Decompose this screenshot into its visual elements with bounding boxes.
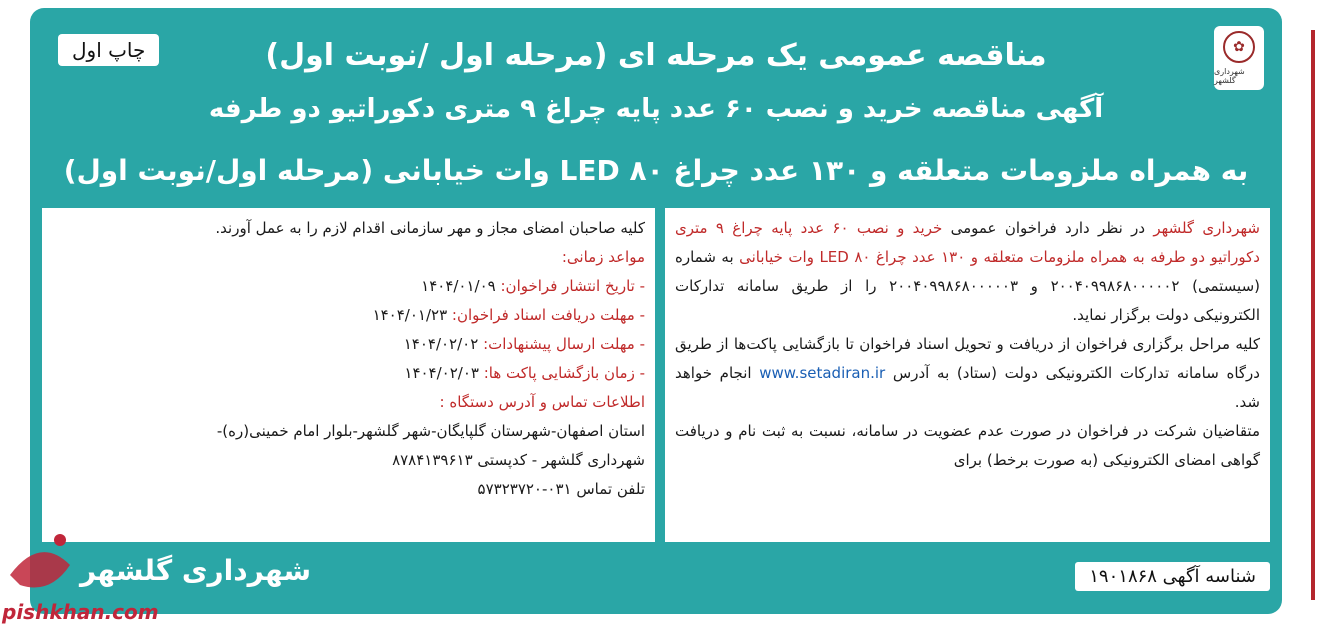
deadline-label: - تاریخ انتشار فراخوان: bbox=[500, 277, 645, 295]
deadline-row bbox=[52, 301, 645, 330]
text-fragment: انجام خواهد شد. bbox=[675, 364, 1260, 411]
pishkhan-logo-mark bbox=[0, 515, 80, 605]
org-name-inline: شهرداری گلشهر bbox=[1153, 219, 1260, 237]
intro-paragraph bbox=[675, 214, 1260, 330]
tender-advertisement bbox=[30, 8, 1282, 614]
address-line-2: شهرداری گلشهر - کدپستی ۸۷۸۴۱۳۹۶۱۳ bbox=[392, 451, 645, 469]
deadline-row bbox=[52, 330, 645, 359]
text-fragment: به شماره (سیستمی) ۲۰۰۴۰۹۹۸۶۸۰۰۰۰۰۲ و ۲۰۰۴۰۹۹۸۶۸۰۰۰۰۰۳ را از طریق سامانه تدارکات الکترونیکی دولت برگزار نماید. bbox=[675, 248, 1260, 324]
signatories-note: کلیه صاحبان امضای مجاز و مهر سازمانی اقدام لازم را به عمل آورند. bbox=[215, 219, 645, 237]
print-edition-badge: چاپ اول bbox=[58, 34, 159, 66]
description-panel bbox=[665, 208, 1270, 542]
footer-org-name: شهرداری گلشهر bbox=[80, 554, 312, 587]
page-edge-stripe bbox=[1311, 30, 1315, 600]
deadline-label: - مهلت ارسال پیشنهادات: bbox=[483, 335, 645, 353]
pishkhan-brand-text: pishkhan.com bbox=[2, 600, 159, 624]
contact-heading: اطلاعات تماس و آدرس دستگاه : bbox=[439, 393, 645, 411]
logo-caption: شهرداری گلشهر bbox=[1214, 67, 1245, 85]
subtitle-line-2: به همراه ملزومات متعلقه و ۱۳۰ عدد چراغ LED ۸۰ وات خیابانی (مرحله اول/نوبت اول) bbox=[63, 154, 1249, 187]
setad-link[interactable]: www.setadiran.ir bbox=[759, 364, 886, 382]
deadline-row bbox=[52, 359, 645, 388]
deadline-value: ۱۴۰۴/۰۱/۰۹ bbox=[421, 277, 496, 295]
text-fragment: کلیه مراحل برگزاری فراخوان از دریافت و تحویل اسناد فراخوان تا بازگشایی پاکت‌ها از طریق درگاه سامانه تدارکات الکترونیکی دولت (ستاد) به آدرس bbox=[675, 335, 1260, 382]
subject-highlight: خرید و نصب ۶۰ عدد پایه چراغ ۹ متری دکوراتیو دو طرفه به همراه ملزومات متعلقه و ۱۳۰ عدد چراغ LED ۸۰ وات خیابانی bbox=[675, 219, 1260, 266]
page-title: مناقصه عمومی یک مرحله ای (مرحله اول /نوبت اول) bbox=[265, 38, 1047, 73]
deadline-row bbox=[52, 272, 645, 301]
schedule-contact-panel bbox=[42, 208, 655, 542]
process-paragraph bbox=[675, 330, 1260, 417]
registration-paragraph: متقاضیان شرکت در فراخوان در صورت عدم عضویت در سامانه، نسبت به ثبت نام و دریافت گواهی امضای الکترونیکی (به صورت برخط) برای bbox=[675, 422, 1260, 469]
emblem-icon: ✿ bbox=[1223, 31, 1255, 63]
deadline-value: ۱۴۰۴/۰۱/۲۳ bbox=[372, 306, 448, 324]
deadline-value: ۱۴۰۴/۰۲/۰۳ bbox=[404, 364, 479, 382]
deadline-label: - زمان بازگشایی پاکت ها: bbox=[483, 364, 645, 382]
deadline-label: - مهلت دریافت اسناد فراخوان: bbox=[451, 306, 645, 324]
subtitle-line-1: آگهی مناقصه خرید و نصب ۶۰ عدد پایه چراغ ۹ متری دکوراتیو دو طرفه bbox=[208, 94, 1104, 124]
phone-line: تلفن تماس ۰۳۱-۵۷۳۲۳۷۲۰ bbox=[477, 480, 645, 498]
ad-id-badge: شناسه آگهی ۱۹۰۱۸۶۸ bbox=[1075, 562, 1270, 591]
deadlines-heading: مواعد زمانی: bbox=[561, 248, 645, 266]
text-fragment: در نظر دارد فراخوان عمومی bbox=[942, 219, 1154, 237]
address-line-1: استان اصفهان-شهرستان گلپایگان-شهر گلشهر-بلوار امام خمینی(ره)- bbox=[216, 422, 645, 440]
deadline-value: ۱۴۰۴/۰۲/۰۲ bbox=[403, 335, 479, 353]
